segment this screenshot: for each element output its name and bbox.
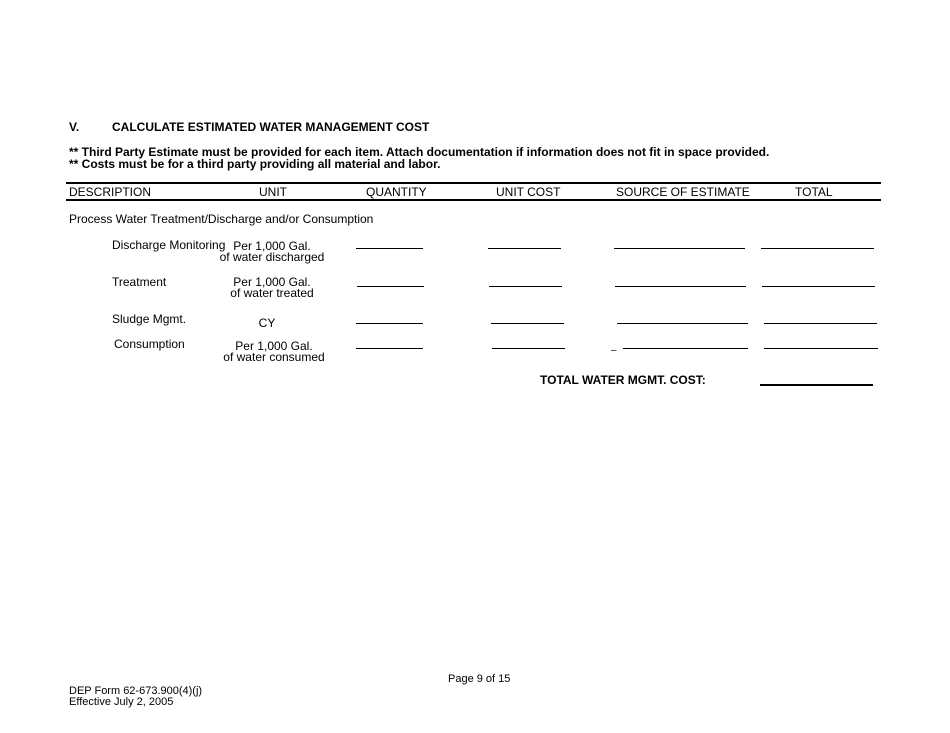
note-costs: ** Costs must be for a third party providing all material and labor. [69, 157, 441, 171]
unit-cost-blank[interactable] [488, 248, 561, 249]
note-third-party: ** Third Party Estimate must be provided for each item. Attach documentation if information does not fit in space provided. [69, 145, 770, 159]
unit-line-1: Per 1,000 Gal. [235, 339, 313, 353]
header-quantity: QUANTITY [366, 185, 427, 199]
page-number: Page 9 of 15 [448, 673, 511, 685]
table-header-bottom-rule [66, 199, 881, 201]
source-of-estimate-blank[interactable] [617, 323, 748, 324]
total-water-mgmt-cost-label: TOTAL WATER MGMT. COST: [540, 373, 706, 387]
quantity-blank[interactable] [356, 348, 423, 349]
total-blank[interactable] [764, 323, 877, 324]
unit-line-1: CY [258, 316, 276, 330]
group-label: Process Water Treatment/Discharge and/or Consumption [69, 212, 374, 226]
quantity-blank[interactable] [356, 248, 423, 249]
row-unit [217, 241, 327, 263]
row-description: Consumption [114, 337, 185, 351]
header-unit: UNIT [259, 185, 287, 199]
unit-cost-blank[interactable] [491, 323, 564, 324]
effective-date: Effective July 2, 2005 [69, 696, 174, 708]
header-source-of-estimate: SOURCE OF ESTIMATE [616, 185, 750, 199]
row-unit [217, 277, 327, 299]
total-blank[interactable] [764, 348, 878, 349]
form-number: DEP Form 62-673.900(4)(j) [69, 685, 203, 697]
unit-line-2: of water consumed [223, 350, 325, 364]
unit-line-1: Per 1,000 Gal. [233, 275, 311, 289]
header-unit-cost: UNIT COST [496, 185, 561, 199]
table-top-rule [66, 182, 881, 184]
source-of-estimate-blank[interactable] [623, 348, 748, 349]
section-title: CALCULATE ESTIMATED WATER MANAGEMENT COST [112, 120, 430, 134]
quantity-blank[interactable] [357, 286, 424, 287]
unit-line-2: of water discharged [219, 250, 325, 264]
section-number: V. [69, 120, 80, 134]
row-description: Treatment [112, 275, 167, 289]
unit-line-2: of water treated [230, 286, 314, 300]
unit-cost-blank[interactable] [489, 286, 562, 287]
stray-dash: – [611, 345, 617, 356]
header-description: DESCRIPTION [69, 185, 152, 199]
total-blank[interactable] [762, 286, 875, 287]
row-unit [212, 318, 322, 329]
source-of-estimate-blank[interactable] [615, 286, 746, 287]
row-description: Discharge Monitoring [112, 238, 226, 252]
quantity-blank[interactable] [356, 323, 423, 324]
row-unit [219, 341, 329, 363]
unit-line-1: Per 1,000 Gal. [233, 239, 311, 253]
unit-cost-blank[interactable] [492, 348, 565, 349]
total-water-mgmt-cost-blank[interactable] [760, 384, 873, 386]
total-blank[interactable] [761, 248, 874, 249]
header-total: TOTAL [795, 185, 833, 199]
source-of-estimate-blank[interactable] [614, 248, 745, 249]
row-description: Sludge Mgmt. [112, 312, 187, 326]
